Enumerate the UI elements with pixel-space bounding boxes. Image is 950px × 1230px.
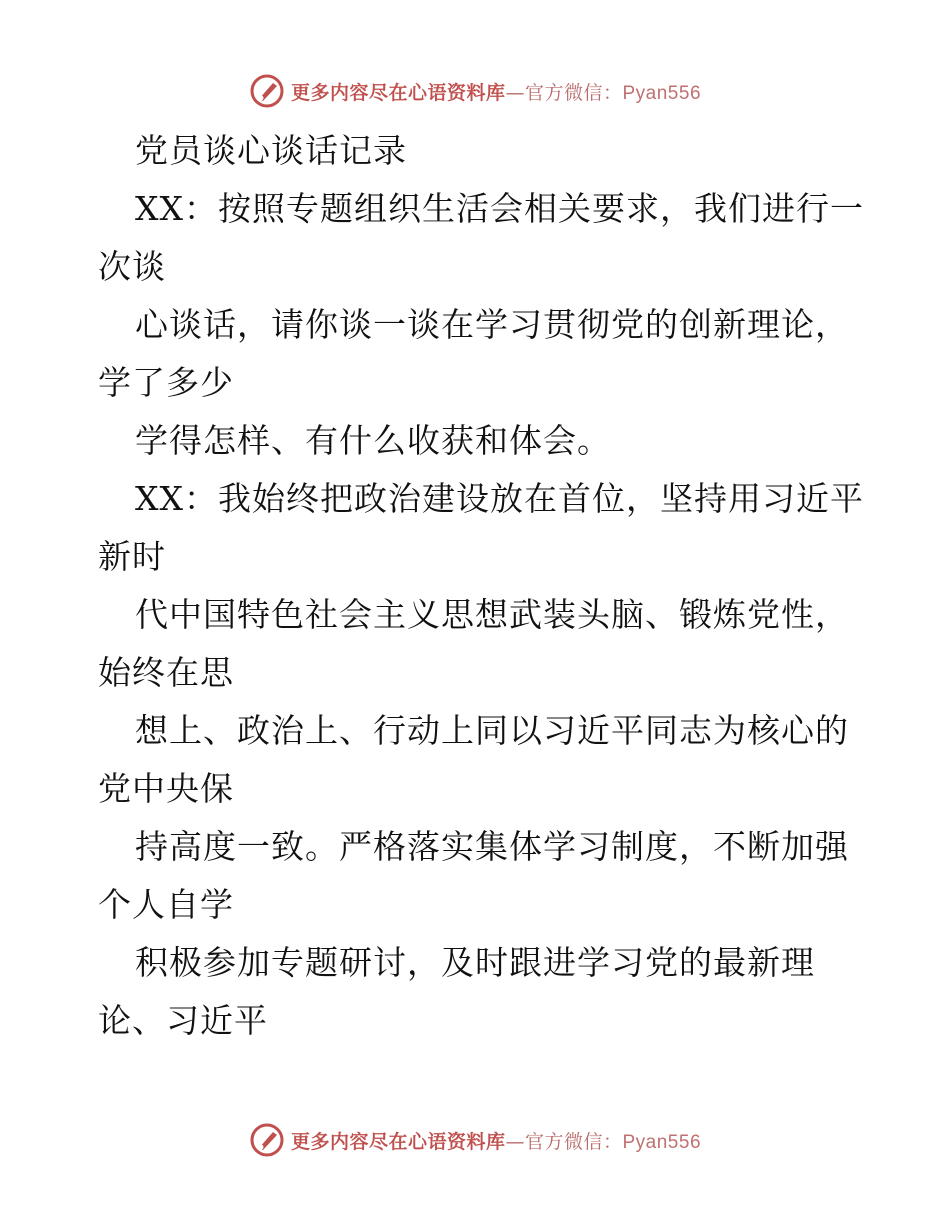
watermark-official-label: 官方微信： xyxy=(524,81,623,104)
watermark-wechat-id: Pyan556 xyxy=(622,1131,702,1153)
header-watermark xyxy=(0,71,950,111)
text-line: 始终在思 xyxy=(98,653,234,692)
text-line: 想上、政治上、行动上同以习近平同志为核心的 xyxy=(135,711,849,750)
text-line: 论、习近平 xyxy=(98,1001,268,1040)
text-line: 积极参加专题研讨，及时跟进学习党的最新理 xyxy=(135,943,815,982)
text-line: XX：我始终把政治建设放在首位，坚持用习近平 xyxy=(135,479,864,518)
watermark-text xyxy=(291,1127,701,1154)
pen-logo-icon xyxy=(249,73,285,109)
text-line: 心谈话，请你谈一谈在学习贯彻党的创新理论， xyxy=(135,305,849,344)
watermark-separator: — xyxy=(505,1130,525,1153)
text-line: 党中央保 xyxy=(98,769,234,808)
footer-watermark xyxy=(0,1120,950,1160)
text-line: 学得怎样、有什么收获和体会。 xyxy=(135,421,611,460)
text-line: 学了多少 xyxy=(98,363,234,402)
text-line: 次谈 xyxy=(98,247,166,286)
text-line: 持高度一致。严格落实集体学习制度，不断加强 xyxy=(135,827,849,866)
text-line: XX：按照专题组织生活会相关要求，我们进行一 xyxy=(135,189,864,228)
watermark-separator: — xyxy=(505,81,525,104)
watermark-brand: 更多内容尽在心语资料库 xyxy=(290,1130,506,1153)
pen-logo-icon xyxy=(249,1122,285,1158)
watermark-brand: 更多内容尽在心语资料库 xyxy=(290,81,506,104)
text-line: 代中国特色社会主义思想武装头脑、锻炼党性， xyxy=(135,595,849,634)
document-title: 党员谈心谈话记录 xyxy=(135,131,407,170)
watermark-official-label: 官方微信： xyxy=(524,1130,623,1153)
watermark-text xyxy=(291,78,701,105)
watermark-wechat-id: Pyan556 xyxy=(622,82,702,104)
text-line: 新时 xyxy=(98,537,166,576)
text-line: 个人自学 xyxy=(98,885,234,924)
document-body xyxy=(98,122,864,1050)
